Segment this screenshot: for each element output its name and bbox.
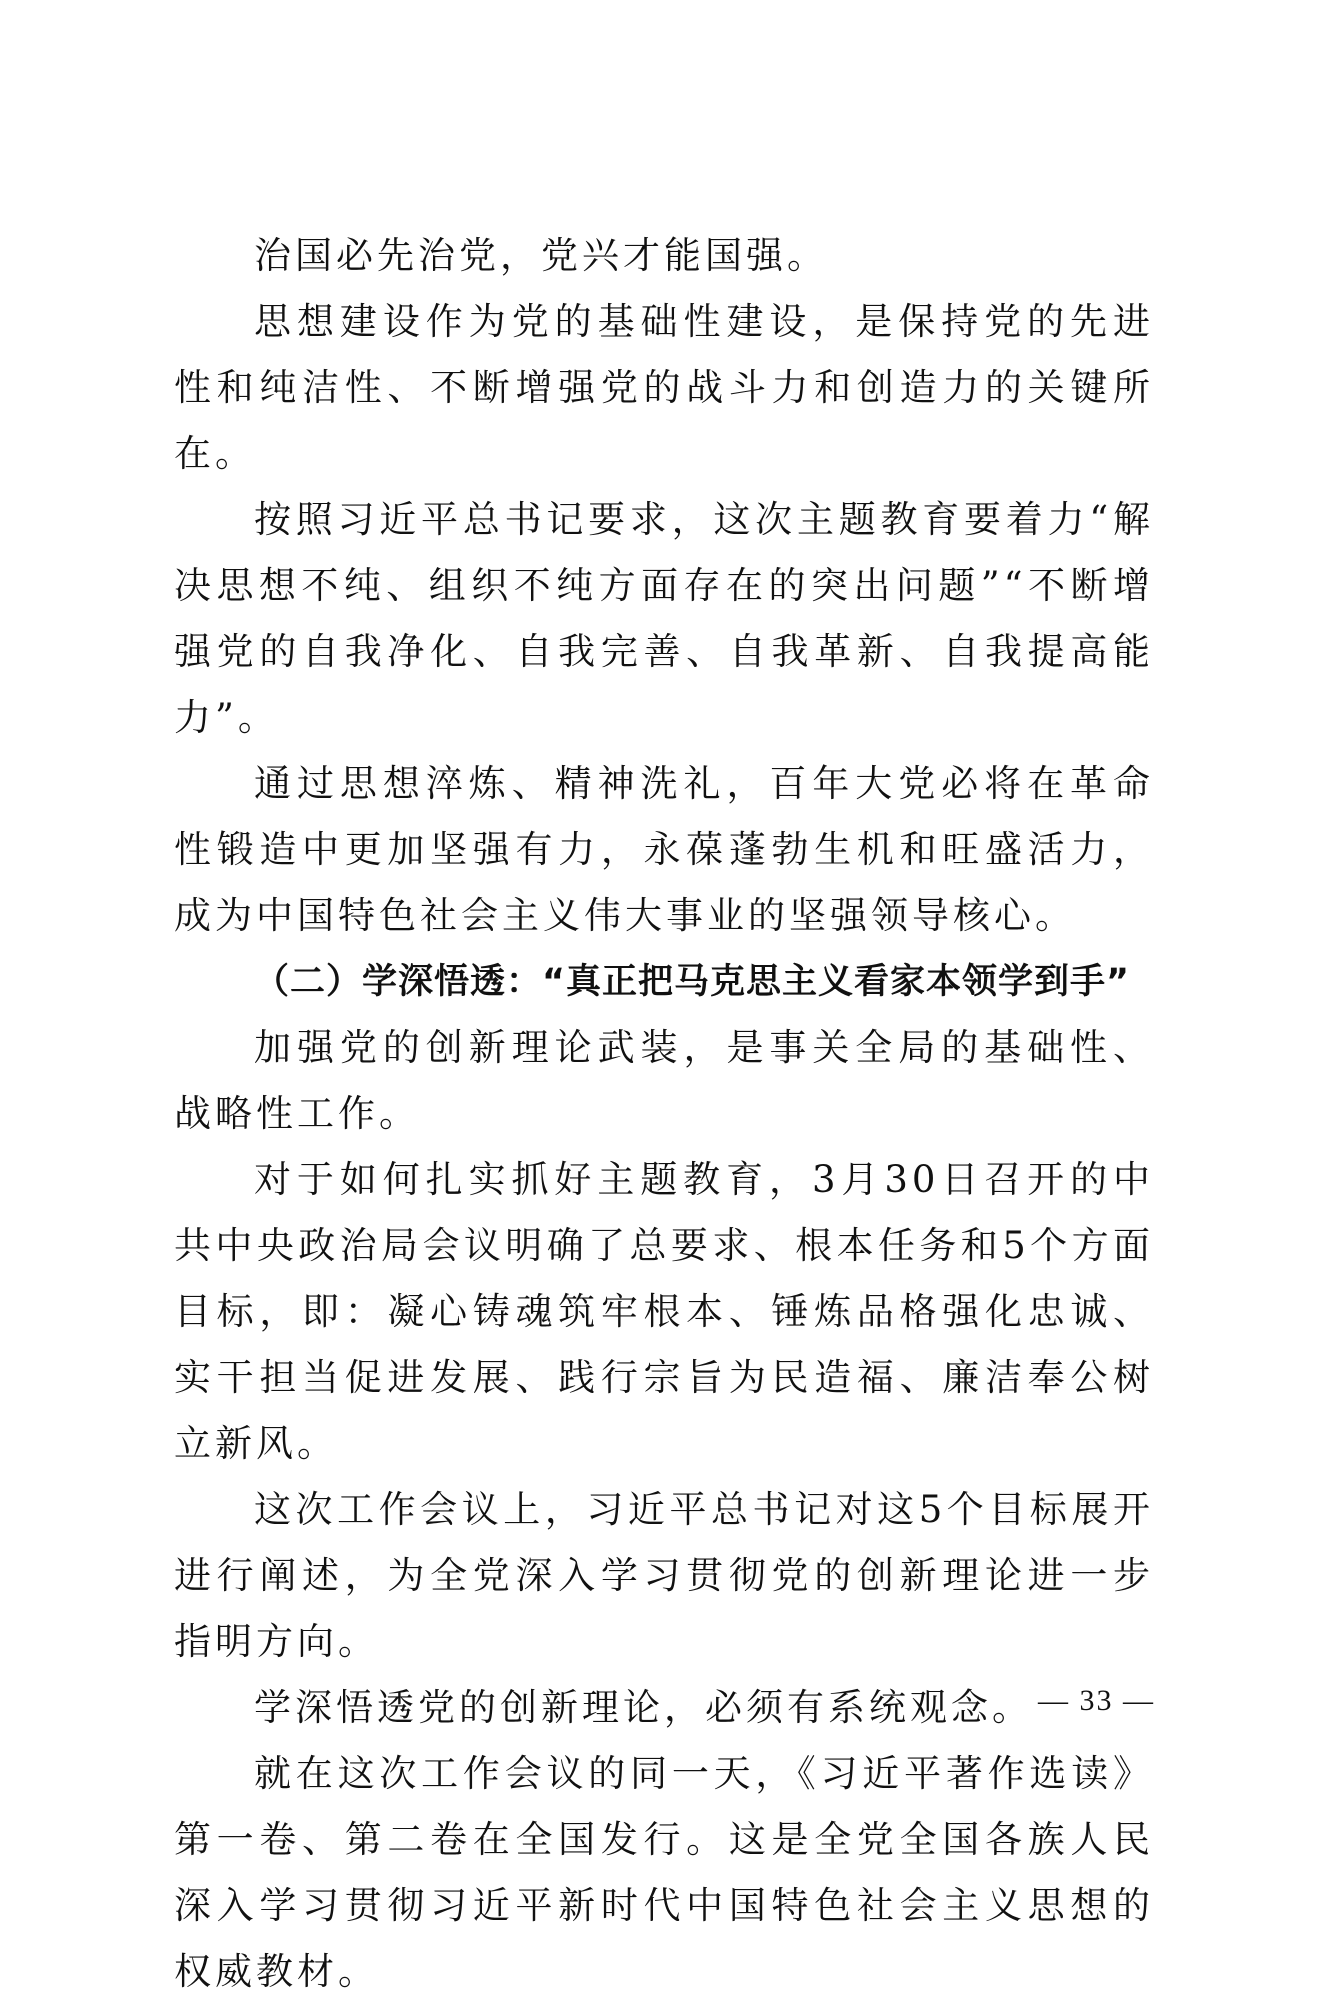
paragraph: 学深悟透党的创新理论，必须有系统观念。 [254, 1686, 1033, 1729]
page-number: — 33 — [1038, 1684, 1155, 1717]
paragraph: 通过思想淬炼、精神洗礼，百年大党必将在革命性锻造中更加坚强有力，永葆蓬勃生机和旺盛活力，成为中国特色社会主义伟大事业的坚强领导核心。 [174, 762, 1154, 937]
paragraph: 就在这次工作会议的同一天，《习近平著作选读》第一卷、第二卷在全国发行。这是全党全国各族人民深入学习贯彻习近平新时代中国特色社会主义思想的权威教材。 [174, 1752, 1154, 1993]
paragraph: 按照习近平总书记要求，这次主题教育要着力“解决思想不纯、组织不纯方面存在的突出问题”“不断增强党的自我净化、自我完善、自我革新、自我提高能力”。 [174, 498, 1154, 739]
paragraph: 加强党的创新理论武装，是事关全局的基础性、战略性工作。 [174, 1026, 1154, 1135]
paragraph: 治国必先治党，党兴才能国强。 [254, 234, 828, 277]
section-heading: （二）学深悟透：“真正把马克思主义看家本领学到手” [254, 962, 1131, 1002]
article-body [174, 223, 1154, 2005]
paragraph: 这次工作会议上，习近平总书记对这5个目标展开进行阐述，为全党深入学习贯彻党的创新理论进一步指明方向。 [174, 1488, 1154, 1663]
paragraph: 思想建设作为党的基础性建设，是保持党的先进性和纯洁性、不断增强党的战斗力和创造力的关键所在。 [174, 300, 1154, 475]
paragraph: 对于如何扎实抓好主题教育，3月30日召开的中共中央政治局会议明确了总要求、根本任务和5个方面目标，即：凝心铸魂筑牢根本、锤炼品格强化忠诚、实干担当促进发展、践行宗旨为民造福、廉洁奉公树立新风。 [174, 1158, 1154, 1465]
